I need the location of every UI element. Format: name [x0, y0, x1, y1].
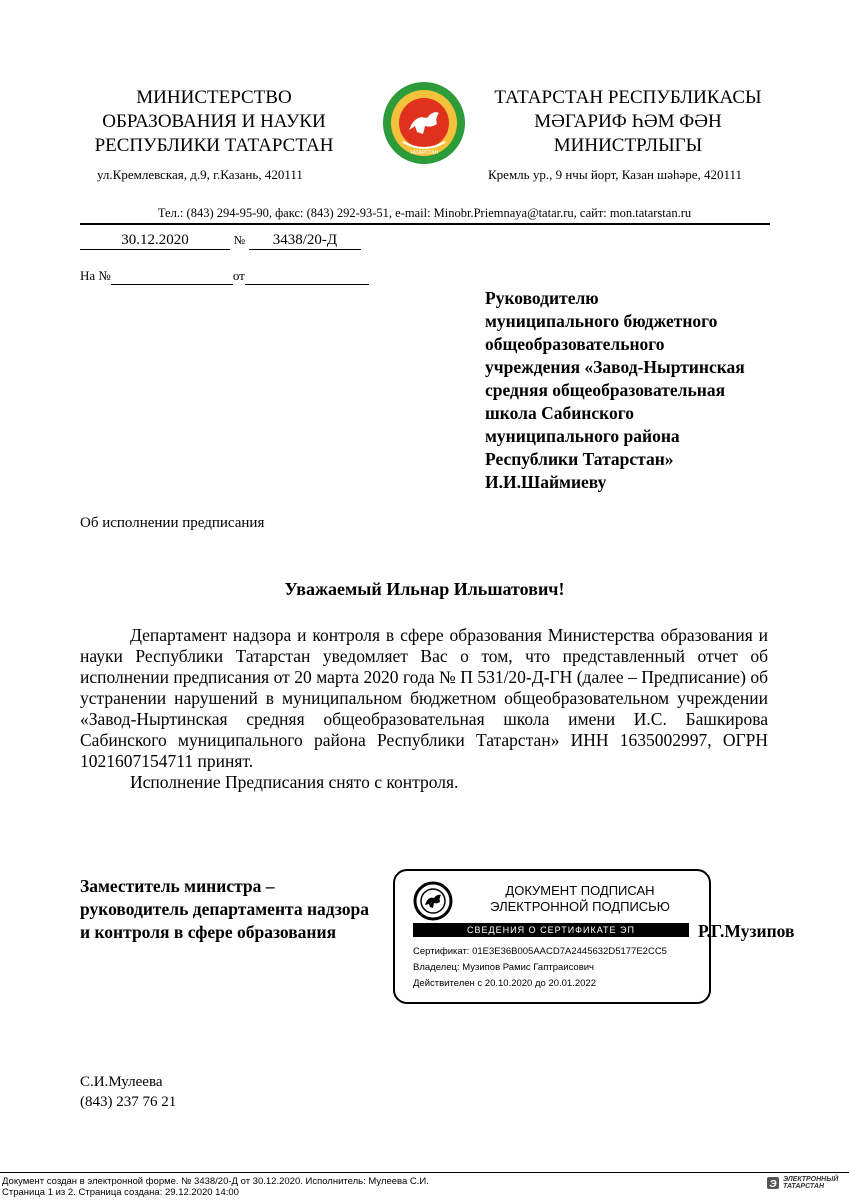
stamp-emblem-icon [413, 881, 453, 921]
stamp-title [465, 883, 695, 915]
from-date-blank [245, 268, 369, 285]
ministry-name-ru-line: ОБРАЗОВАНИЯ И НАУКИ [102, 111, 326, 132]
logo-line: ЭЛЕКТРОННЫЙ [783, 1176, 839, 1183]
stamp-certificate: Сертификат: 01E3E36B005AACD7A2445632D5177E2CC5 [413, 946, 667, 957]
signer-position-line: руководитель департамента надзора [80, 899, 370, 919]
electronic-signature-stamp [393, 869, 711, 1004]
stamp-validity: Действителен с 20.10.2020 до 20.01.2022 [413, 978, 596, 989]
addressee-line: учреждения «Завод-Ныртинская [485, 357, 745, 377]
signer-position-line: и контроля в сфере образования [80, 922, 337, 942]
ministry-name-tt-line: ТАТАРСТАН РЕСПУБЛИКАСЫ [494, 87, 762, 108]
ministry-name-tt-line: МИНИСТРЛЫГЫ [553, 135, 703, 156]
tatarstan-emblem-icon [381, 80, 467, 166]
incoming-reference [80, 268, 369, 285]
from-label: от [232, 268, 245, 283]
addressee-line: муниципального района [485, 426, 680, 446]
addressee-line: муниципального бюджетного [485, 311, 718, 331]
e-logo-icon [766, 1176, 780, 1190]
salutation: Уважаемый Ильнар Ильшатович! [284, 579, 565, 599]
addressee-line: общеобразовательного [485, 334, 665, 354]
stamp-certificate-bar: СВЕДЕНИЯ О СЕРТИФИКАТЕ ЭП [413, 923, 689, 937]
ministry-name-tt [478, 86, 778, 158]
contacts-line: Тел.: (843) 294-95-90, факс: (843) 292-93-51, e-mail: Minobr.Priemnaya@tatar.ru, сайт: mon.tatarstan.ru [157, 206, 692, 220]
letter-body [80, 625, 768, 793]
on-label: На № [80, 268, 111, 283]
ministry-name-ru-line: РЕСПУБЛИКИ ТАТАРСТАН [94, 135, 334, 156]
signer-name: Р.Г.Музипов [698, 921, 795, 941]
ministry-name-tt-line: МӘГАРИФ ҺӘМ ФӘН [534, 111, 722, 132]
stamp-owner: Владелец: Музипов Рамис Гаптраисович [413, 962, 595, 973]
addressee-line: Руководителю [485, 288, 599, 308]
ministry-name-ru-line: МИНИСТЕРСТВО [136, 87, 292, 108]
addressee-line: Республики Татарстан» [485, 449, 674, 469]
footer-info [2, 1176, 429, 1198]
signer-position-line: Заместитель министра – [80, 876, 275, 896]
letter-subject: Об исполнении предписания [80, 515, 265, 531]
address-tt: Кремль ур., 9 нчы йорт, Казан шәһәре, 420111 [488, 167, 743, 182]
header-divider [80, 223, 770, 225]
registration-date: 30.12.2020 [80, 232, 230, 250]
address-ru: ул.Кремлевская, д.9, г.Казань, 420111 [97, 167, 303, 182]
executor-block [80, 1072, 176, 1112]
signer-position [80, 875, 420, 944]
stamp-title-line: ДОКУМЕНТ ПОДПИСАН [505, 883, 655, 898]
footer-line: Документ создан в электронной форме. № 3438/20-Д от 30.12.2020. Исполнитель: Мулеева С.И. [2, 1176, 429, 1187]
executor-name: С.И.Мулеева [80, 1074, 163, 1090]
logo-line: ТАТАРСТАН [783, 1183, 824, 1190]
executor-phone: (843) 237 76 21 [80, 1094, 177, 1110]
footer-line: Страница 1 из 2. Страница создана: 29.12.2020 14:00 [2, 1187, 239, 1198]
stamp-title-line: ЭЛЕКТРОННОЙ ПОДПИСЬЮ [490, 899, 670, 914]
emblem-text: ТАТАРСТАН [409, 150, 439, 156]
footer-divider [0, 1172, 849, 1173]
registration-line [80, 232, 361, 250]
body-paragraph: Департамент надзора и контроля в сфере образования Министерства образования и науки Республики Татарстан уведомляет Вас о том, что представленный отчет об исполнении предписания от 20 марта 2020 года № П 531/20-Д-ГН (далее – Предписание) об устранении нарушений в муниципальном бюджетном общеобразовательном учреждении «Завод-Ныртинская средняя общеобразовательная школа имени И.С. Башкирова Сабинского муниципального района Республики Татарстан» ИНН 1635002997, ОГРН 1021607154711 принят. [80, 625, 768, 771]
registration-number-sign: № [233, 233, 246, 247]
registration-number: 3438/20-Д [249, 232, 361, 250]
addressee-block [485, 287, 815, 494]
addressee-line: школа Сабинского [485, 403, 635, 423]
svg-text:Э: Э [769, 1179, 777, 1190]
body-paragraph: Исполнение Предписания снято с контроля. [130, 772, 459, 792]
addressee-line: И.И.Шаймиеву [485, 472, 607, 492]
ministry-name-ru [64, 86, 364, 158]
addressee-line: средняя общеобразовательная [485, 380, 726, 400]
on-number-blank [111, 268, 233, 285]
